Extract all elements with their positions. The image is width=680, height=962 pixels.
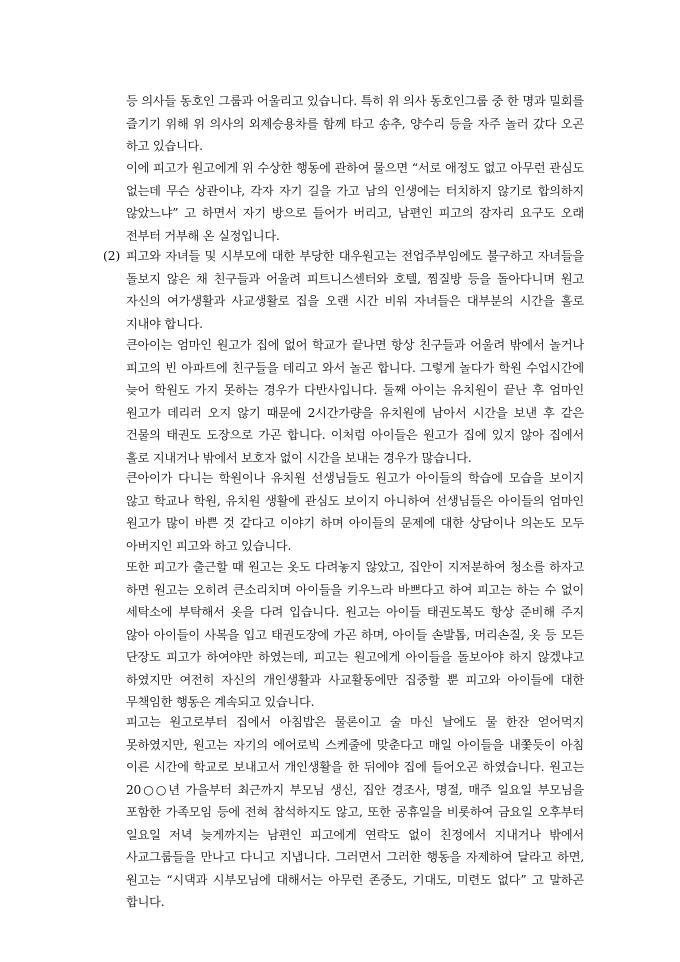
paragraph-5: 큰아이가 다니는 학원이나 유치원 선생님들도 원고가 아이들의 학습에 모습을 보이지 않고 학교나 학원, 유치원 생활에 관심도 보이지 아니하여 선생님들은 아이들의 엄마인 원고가 많이 바쁜 것 같다고 이야기 하며 아이들의 문제에 대한 상담이나 의논도 모두 아버지인 피고와 하고 있습니다. [126,471,584,553]
paragraph-7: 피고는 원고로부터 집에서 아침밥은 물론이고 술 마신 날에도 물 한잔 얻어먹지 못하였지만, 원고는 자기의 에어로빅 스케줄에 맞춘다고 매일 아이들을 내쫓듯이 아침 이른 시간에 학교로 보내고서 개인생활을 한 뒤에야 집에 들어오곤 하였습니다. 원고는 20○○년 가을부터 최근까지 부모님 생신, 집안 경조사, 명절, 매주 일요일 부모님을 포함한 가족모임 등에 전혀 참석하지도 않고, 또한 공휴일을 비롯하여 금요일 오후부터 일요일 저녁 늦게까지는 남편인 피고에게 연락도 없이 친정에서 지내거나 밖에서 사교그룹들을 만나고 다니고 지냅니다. 그러면서 그러한 행동을 자제하여 달라고 하면, 원고는 “시댁과 시부모님에 대해서는 아무런 존중도, 기대도, 미련도 없다” 고 말하곤 합니다. [126,715,584,909]
paragraph-4: 큰아이는 엄마인 원고가 집에 없어 학교가 끝나면 항상 친구들과 어울려 밖에서 놀거나 피고의 빈 아파트에 친구들을 데리고 와서 놀곤 합니다. 그렇게 놀다가 학원 수업시간에 늦어 학원도 가지 못하는 경우가 다반사입니다. 둘째 아이는 유치원이 끝난 후 엄마인 원고가 데리러 오지 않기 때문에 2시간가량을 유치원에 남아서 시간을 보낸 후 같은 건물의 태권도 도장으로 가곤 합니다. 이처럼 아이들은 원고가 집에 있지 않아 집에서 홀로 지내거나 밖에서 보호자 없이 시간을 보내는 경우가 많습니다. [126,338,584,465]
paragraph-1: 등 의사들 동호인 그룹과 어울리고 있습니다. 특히 위 의사 동호인그룹 중 한 명과 밀회를 즐기기 위해 위 의사의 외제승용차를 함께 타고 송추, 양수리 등을 자주 놀러 갔다 오곤 하고 있습니다. [126,94,584,153]
paragraph-6: 또한 피고가 출근할 때 원고는 옷도 다려놓지 않았고, 집안이 지저분하여 청소를 하자고 하면 원고는 오히려 큰소리치며 아이들을 키우느라 바쁘다고 하여 피고는 하는 수 없이 세탁소에 부탁해서 옷을 다려 입습니다. 원고는 아이들 태권도복도 항상 준비해 주지 않아 아이들이 사복을 입고 태권도장에 가곤 하며, 아이들 손발톱, 머리손질, 옷 등 모든 단장도 피고가 하여야만 하였는데, 피고는 원고에게 아이들을 돌보아야 하지 않겠냐고 하였지만 여전히 자신의 개인생활과 사교활동에만 집중할 뿐 피고와 아이들에 대한 무책임한 행동은 계속되고 있습니다. [126,560,584,709]
section-number: (2) [103,249,121,263]
paragraph-2: 이에 피고가 원고에게 위 수상한 행동에 관하여 물으면 “서로 애정도 없고 아무런 관심도 없는데 무슨 상관이냐, 각자 자기 길을 가고 남의 인생에는 터치하지 않기로 합의하지 않았느냐” 고 하면서 자기 방으로 들어가 버리고, 남편인 피고의 잠자리 요구도 오래 전부터 거부해 온 실정입니다. [126,161,584,243]
paragraph-3: 피고와 자녀들 및 시부모에 대한 부당한 대우원고는 전업주부임에도 불구하고 자녀들을 돌보지 않은 채 친구들과 어울려 피트니스센터와 호텔, 찜질방 등을 돌아다니며 원고 자신의 여가생활과 사교생활로 집을 오랜 시간 비워 자녀들은 대부분의 시간을 홀로 지내야 합니다. [126,249,584,331]
